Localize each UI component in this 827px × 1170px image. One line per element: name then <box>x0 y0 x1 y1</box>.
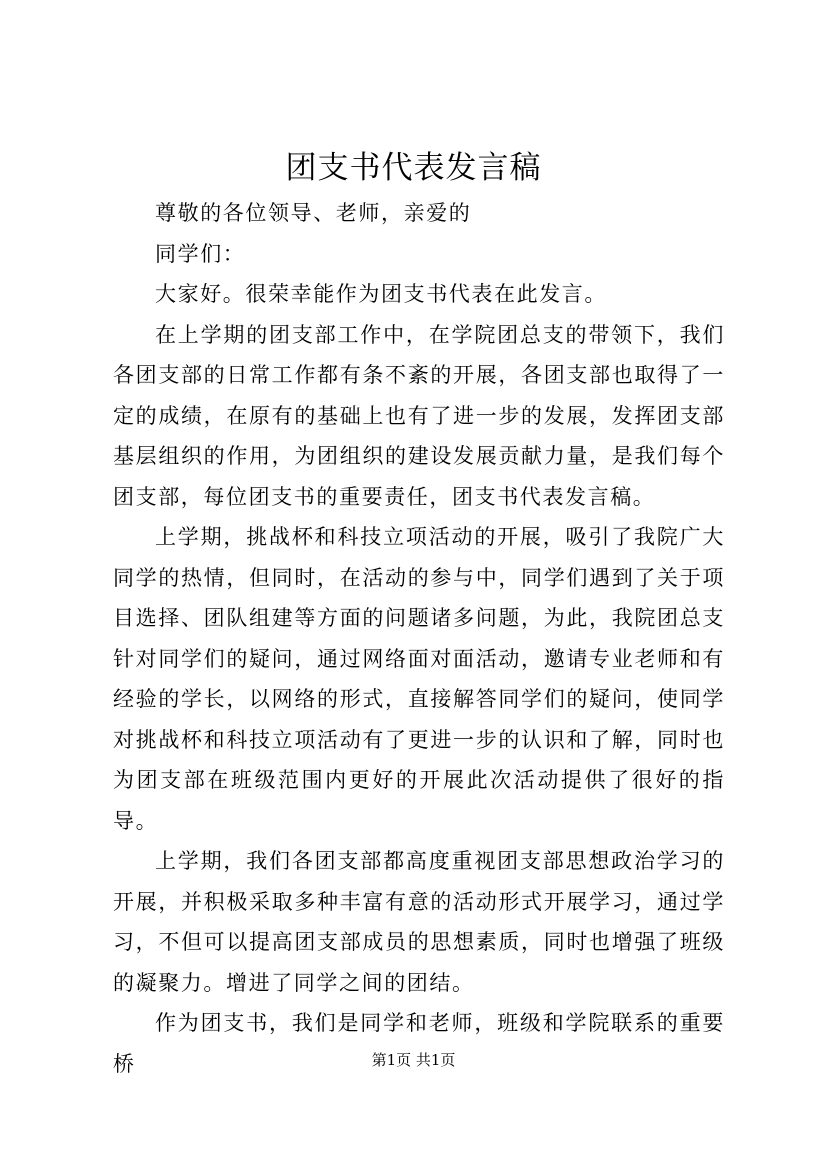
page-number-footer: 第1页 共1页 <box>371 1051 456 1069</box>
paragraph-greeting: 大家好。很荣幸能作为团支书代表在此发言。 <box>155 282 607 306</box>
document-title: 团支书代表发言稿 <box>285 150 542 186</box>
paragraph-3: 上学期，我们各团支部都高度重视团支部思想政治学习的开展，并积极采取多种丰富有意的活动形式开展学习，通过学习，不但可以提高团支部成员的思想素质，同时也增强了班级的凝聚力。增进了同学之间的团结。 <box>113 849 725 995</box>
document-body <box>113 193 725 1084</box>
paragraph-2: 上学期，挑战杯和科技立项活动的开展，吸引了我院广大同学的热情，但同时，在活动的参与中，同学们遇到了关于项目选择、团队组建等方面的问题诸多问题，为此，我院团总支针对同学们的疑问，通过网络面对面活动，邀请专业老师和有经验的学长，以网络的形式，直接解答同学们的疑问，使同学对挑战杯和科技立项活动有了更进一步的认识和了解，同时也为团支部在班级范围内更好的开展此次活动提供了很好的指导。 <box>113 525 725 833</box>
paragraph-1: 在上学期的团支部工作中，在学院团总支的带领下，我们各团支部的日常工作都有条不紊的开展，各团支部也取得了一定的成绩，在原有的基础上也有了进一步的发展，发挥团支部基层组织的作用，为团组织的建设发展贡献力量，是我们每个团支部，每位团支书的重要责任，团支书代表发言稿。 <box>113 322 725 509</box>
paragraph-4: 作为团支书，我们是同学和老师，班级和学院联系的重要桥 <box>113 1011 725 1076</box>
paragraph-salutation: 尊敬的各位领导、老师，亲爱的 <box>155 201 472 225</box>
paragraph-salutation-cont: 同学们： <box>155 241 246 266</box>
